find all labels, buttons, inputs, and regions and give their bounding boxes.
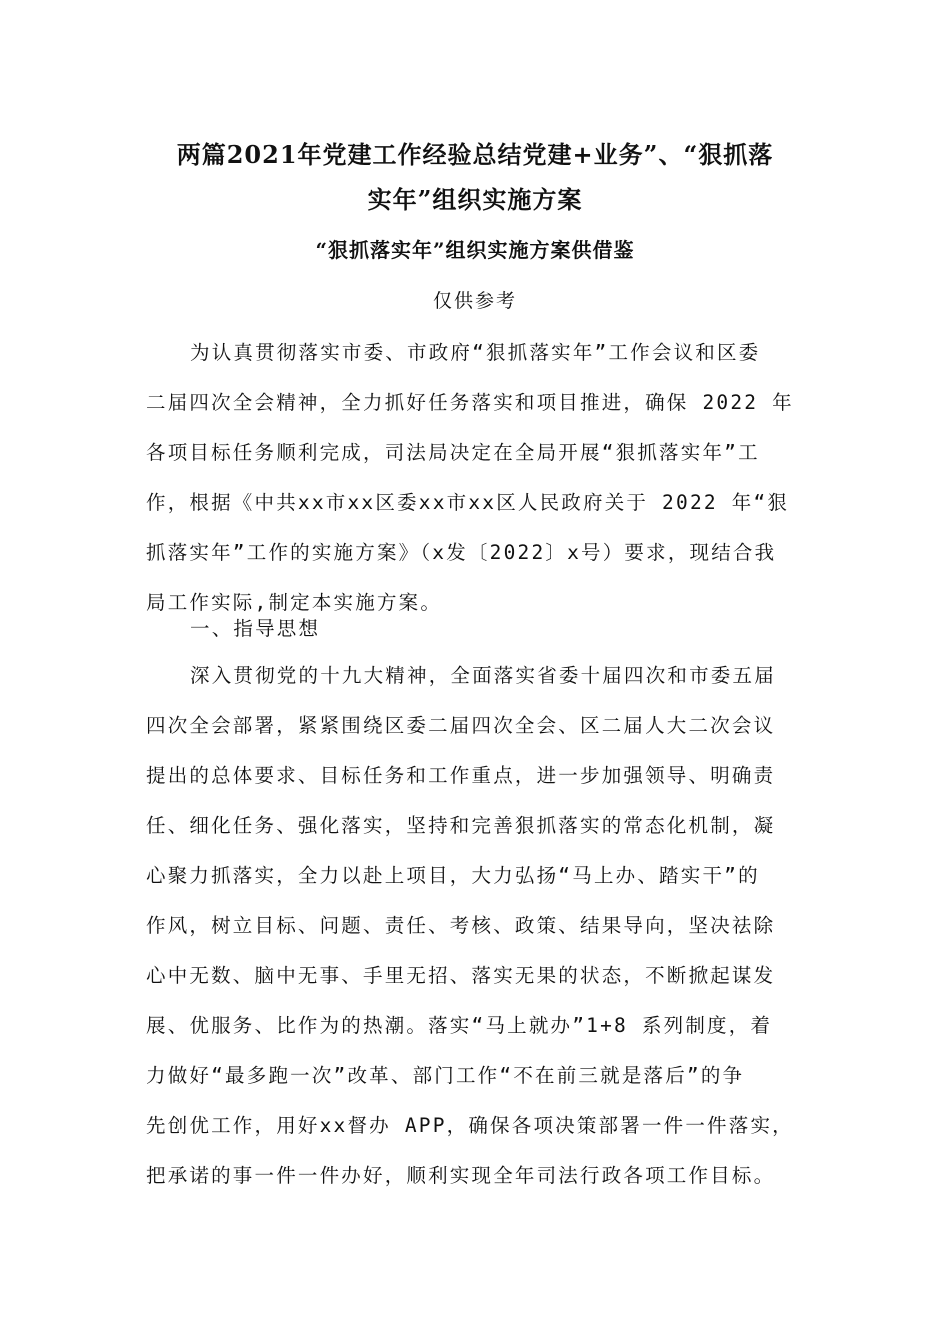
paragraph-line: 二届四次全会精神，全力抓好任务落实和项目推进，确保 2022 年 (146, 391, 794, 414)
paragraph-line: 心聚力抓落实，全力以赴上项目，大力弘扬“马上办、踏实干”的 (146, 864, 760, 887)
paragraph-line: 任、细化任务、强化落实，坚持和完善狠抓落实的常态化机制，凝 (146, 814, 776, 837)
document-subtitle: “狠抓落实年”组织实施方案供借鉴 (315, 238, 635, 262)
document-title-line-2: 实年”组织实施方案 (367, 185, 583, 214)
paragraph-line: 把承诺的事一件一件办好，顺利实现全年司法行政各项工作目标。 (146, 1164, 776, 1187)
paragraph-line: 为认真贯彻落实市委、市政府“狠抓落实年”工作会议和区委 (190, 341, 761, 364)
paragraph-line: 作风，树立目标、问题、责任、考核、政策、结果导向，坚决祛除 (146, 914, 776, 937)
paragraph-line: 局工作实际,制定本实施方案。 (146, 591, 443, 614)
paragraph-line: 四次全会部署，紧紧围绕区委二届四次全会、区二届人大二次会议 (146, 714, 776, 737)
reference-note: 仅供参考 (432, 290, 517, 312)
paragraph-line: 作，根据《中共xx市xx区委xx市xx区人民政府关于 2022 年“狠 (146, 491, 790, 514)
paragraph-line: 力做好“最多跑一次”改革、部门工作“不在前三就是落后”的争 (146, 1064, 745, 1087)
paragraph-line: 心中无数、脑中无事、手里无招、落实无果的状态，不断掀起谋发 (146, 964, 776, 987)
paragraph-line: 提出的总体要求、目标任务和工作重点，进一步加强领导、明确责 (146, 764, 776, 787)
section-heading-guiding-thought (146, 604, 806, 654)
paragraph-guiding-thought (146, 651, 806, 1201)
paragraph-line: 展、优服务、比作为的热潮。落实“马上就办”1+8 系列制度，着 (146, 1014, 773, 1037)
paragraph-line: 各项目标任务顺利完成，司法局决定在全局开展“狠抓落实年”工 (146, 441, 760, 464)
section-heading-text: 一、指导思想 (190, 617, 321, 640)
document-title-line-1: 两篇2021年党建工作经验总结党建+业务”、“狠抓落 (176, 140, 774, 169)
paragraph-line: 深入贯彻党的十九大精神，全面落实省委十届四次和市委五届 (190, 664, 776, 687)
paragraph-line: 先创优工作，用好xx督办 APP，确保各项决策部署一件一件落实， (146, 1114, 794, 1137)
paragraph-intro (146, 328, 806, 628)
paragraph-line: 抓落实年”工作的实施方案》（x发〔2022〕x号）要求，现结合我 (146, 541, 777, 564)
